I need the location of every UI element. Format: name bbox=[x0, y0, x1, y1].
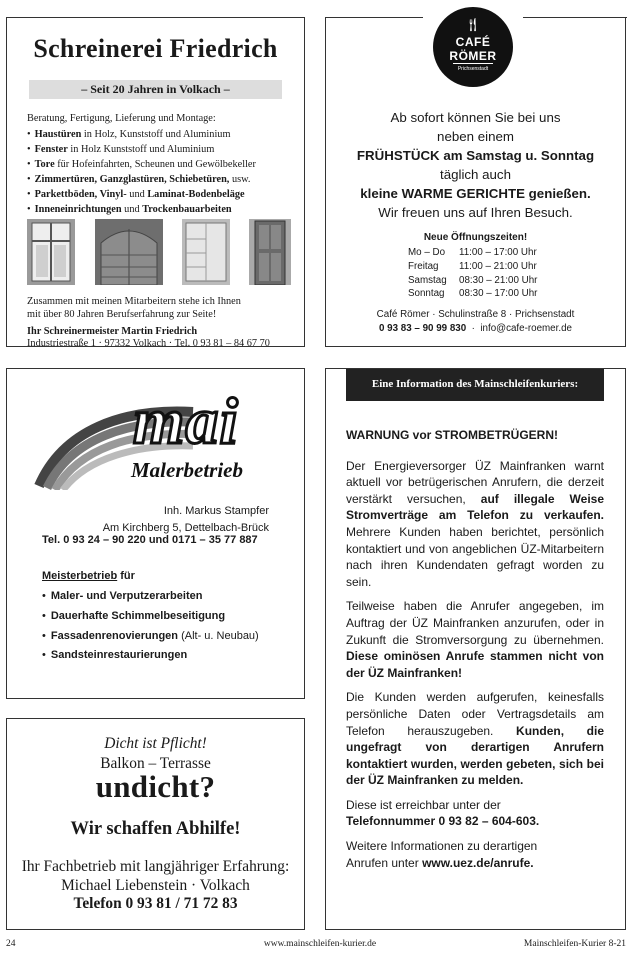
list-item: • Tore für Hofeinfahrten, Scheunen und Gewölbekeller bbox=[27, 157, 256, 172]
ad-closing: Zusammen mit meinen Mitarbeitern stehe ich Ihnen mit über 80 Jahren Berufserfahrung zur Seite! bbox=[27, 296, 241, 320]
page-number: 24 bbox=[6, 939, 16, 949]
ad-owner: Inh. Markus Stampfer Am Kirchberg 5, Dettelbach-Brück bbox=[102, 505, 269, 534]
logo-subtitle: Malerbetrieb bbox=[131, 458, 243, 482]
address: Industriestraße 1 · 97332 Volkach · Tel. 0 93 81 – 84 67 70 bbox=[27, 338, 270, 349]
ad-intro: Ihr Fachbetrieb mit langjähriger Erfahrung: bbox=[21, 858, 290, 875]
address: Café Römer · Schulinstraße 8 · Prichsenstadt bbox=[376, 309, 575, 320]
ad-subtitle: Balkon – Terrasse bbox=[100, 755, 211, 772]
divider bbox=[523, 17, 627, 18]
paragraph: Weitere Informationen zu derartigen Anrufen unter www.uez.de/anrufe. bbox=[346, 839, 538, 870]
list-item: • Parkettböden, Vinyl- und Laminat-Bodenbeläge bbox=[27, 187, 256, 202]
list-item: Sonntag 08:30 – 17:00 Uhr bbox=[408, 288, 538, 300]
paragraph: Der Energieversorger ÜZ Mainfranken warnt aktuell vor betrügerischen Anrufern, die derzeit verstärkt versuchen, auf illegale Weise Stromverträge am Telefon zu verkaufen. Mehrere Kunden haben berichtet, persönlich kontaktiert und von angeblichen ÜZ-Mitarbeitern nach ihren Kundendaten gefragt worden zu sein. bbox=[346, 458, 604, 589]
list-item: Samstag 08:30 – 21:00 Uhr bbox=[408, 274, 538, 286]
ad-malerbetrieb bbox=[6, 368, 305, 699]
product-photos bbox=[27, 219, 291, 287]
window-photo bbox=[27, 219, 75, 285]
list-item: • Sandsteinrestaurierungen bbox=[42, 646, 259, 666]
ad-cafe bbox=[325, 17, 626, 347]
service-list bbox=[42, 587, 259, 666]
wardrobe-photo bbox=[182, 219, 230, 285]
mai-logo bbox=[33, 385, 287, 490]
cutlery-icon: 🍴︎ bbox=[464, 17, 482, 32]
paragraph: Diese ist erreichbar unter der Telefonnummer 0 93 82 – 604-603. bbox=[346, 797, 540, 829]
ad-contact bbox=[27, 326, 270, 350]
ad-slogan: Dicht ist Pflicht! bbox=[104, 735, 207, 752]
phone: Tel. 0 93 24 – 90 220 und 0171 – 35 77 887 bbox=[42, 534, 258, 546]
signature: Ihr Schreinermeister Martin Friedrich bbox=[27, 326, 198, 337]
list-item: • Haustüren in Holz, Kunststoff und Aluminium bbox=[27, 127, 256, 142]
list-item: • Fenster in Holz Kunststoff und Aluminium bbox=[27, 142, 256, 157]
notice-body bbox=[346, 427, 604, 879]
ad-contact: 0 93 83 – 90 99 830 · info@cafe-roemer.de bbox=[379, 323, 572, 334]
ad-subheading: Meisterbetrieb für bbox=[42, 570, 135, 582]
ad-schreinerei bbox=[6, 17, 305, 347]
ad-title: Schreinerei Friedrich bbox=[33, 34, 278, 63]
list-item: • Maler- und Verputzerarbeiten bbox=[42, 587, 259, 607]
footer-issue: Mainschleifen-Kurier 8-21 bbox=[523, 939, 626, 949]
ad-title: undicht? bbox=[95, 769, 216, 804]
web-link[interactable]: www.uez.de/anrufe. bbox=[422, 855, 534, 870]
barn-door-photo bbox=[95, 219, 163, 285]
notice-headline: WARNUNG vor STROMBETRÜGERN! bbox=[346, 428, 558, 442]
service-list bbox=[27, 127, 256, 218]
list-item: • Dauerhafte Schimmelbeseitigung bbox=[42, 607, 259, 627]
paragraph: Teilweise haben die Anrufer angegeben, im Auftrag der ÜZ Mainfranken anzurufen, oder in Zukunft die Stromversorgung zu übernehmen. Diese ominösen Anrufe stammen nicht von der ÜZ Mainfranken! bbox=[346, 599, 604, 680]
notice-warnung bbox=[325, 368, 626, 930]
cafe-logo: 🍴︎ CAFÉ RÖMER Prichsenstadt bbox=[433, 7, 513, 87]
door-photo bbox=[249, 219, 291, 285]
list-item: Mo – Do 11:00 – 17:00 Uhr bbox=[408, 247, 537, 258]
footer-url[interactable]: www.mainschleifen-kurier.de bbox=[263, 939, 377, 949]
ad-abdichtung bbox=[6, 718, 305, 930]
phone: Telefon 0 93 81 / 71 72 83 bbox=[73, 895, 238, 912]
email-link[interactable]: info@cafe-roemer.de bbox=[480, 323, 572, 334]
opening-hours bbox=[408, 246, 537, 301]
list-item: • Fassadenrenovierungen (Alt- u. Neubau) bbox=[42, 627, 259, 647]
list-item: Freitag 11:00 – 21:00 Uhr bbox=[408, 260, 537, 272]
list-item: • Inneneinrichtungen und Trockenbauarbeiten bbox=[27, 202, 256, 217]
phone: 0 93 83 – 90 99 830 bbox=[379, 323, 467, 334]
hours-title: Neue Öffnungszeiten! bbox=[423, 232, 528, 243]
ad-intro: Beratung, Fertigung, Lieferung und Montage: bbox=[27, 113, 216, 124]
ad-headline: Wir schaffen Abhilfe! bbox=[70, 819, 241, 839]
ad-tagline: – Seit 20 Jahren in Volkach – bbox=[29, 80, 282, 99]
logo-word: mai bbox=[133, 385, 239, 458]
ad-owner: Michael Liebenstein · Volkach bbox=[61, 877, 250, 894]
divider bbox=[326, 17, 423, 18]
ad-message: Ab sofort können Sie bei uns neben einem FRÜHSTÜCK am Samstag u. Sonntag täglich auch kleine WARME GERICHTE genießen. Wir freuen uns auf Ihren Besuch. bbox=[356, 110, 595, 220]
list-item: • Zimmertüren, Ganzglastüren, Schiebetüren, usw. bbox=[27, 172, 256, 187]
notice-header: Eine Information des Mainschleifenkuriers: bbox=[346, 369, 604, 401]
paragraph: Die Kunden werden aufgerufen, keinesfalls persönliche Daten oder Vertragsdetails am Telefon herauszugeben. Kunden, die ungefragt von derartigen Anrufern kontaktiert wurden, werden gebeten, sich bei der ÜZ Mainfranken zu melden. bbox=[346, 690, 604, 788]
